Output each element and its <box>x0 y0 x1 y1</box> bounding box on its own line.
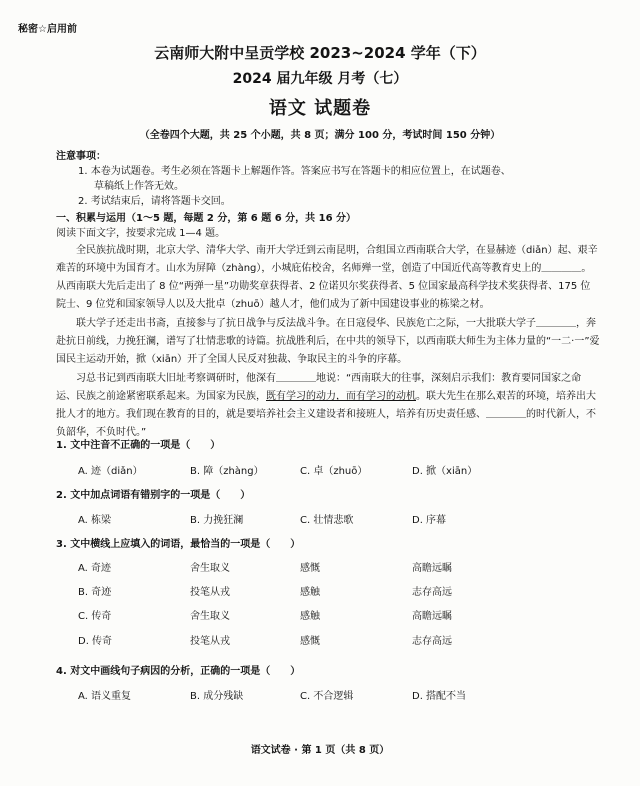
question-3-option-b: B. 奇迹 <box>78 587 112 598</box>
passage-paragraph-1: 全民族抗战时期，北京大学、清华大学、南开大学迁到云南昆明，合组国立西南联合大学，在显赫迹（diǎn）起、艰辛难苦的环境中为国育才。山水为屏障（zhàng），小城庇佑校舍，名师殚一堂，创造了中国近代高等教育史上的＿＿＿＿。从西南联大先后走出了 8 位“两弹一星”功勋奖章获得者、2 位诺贝尔奖获得者、5 位国家最高科学技术奖获得者、175 位院士、9 位党和国家领导人以及大批卓（zhuō）越人才，他们成为了新中国建设事业的栋梁之材。 <box>56 245 598 310</box>
exam-title: 2024 届九年级 月考（七） <box>232 71 408 87</box>
section1-heading: 一、积累与运用（1～5 题，每题 2 分，第 6 题 6 分，共 16 分） <box>56 213 357 224</box>
question-4-option-a: A. 语义重复 <box>78 691 132 702</box>
question-2-option-a: A. 栋梁 <box>78 515 112 526</box>
question-3-option-a-word2: 舍生取义 <box>190 563 230 574</box>
section1-instruction: 阅读下面文字，按要求完成 1—4 题。 <box>56 228 226 239</box>
question-4-stem: 4. 对文中画线句子病因的分析，正确的一项是（ ） <box>56 666 301 677</box>
question-1-option-a: A. 迹（diǎn） <box>78 466 143 477</box>
notes-item-1: 1. 本卷为试题卷。考生必须在答题卡上解题作答。答案应书写在答题卡的相应位置上，在试题卷、 <box>78 166 511 177</box>
question-3-option-a-word3: 感慨 <box>300 563 320 574</box>
question-2-option-d: D. 序幕 <box>412 515 447 526</box>
paper-title: 语文 试题卷 <box>268 98 372 119</box>
para3-quote: “西南联大的往事，深刻启示我们：教育要同国家之命运、民族之前途紧密联系起来。为国家为民族， <box>56 373 582 402</box>
question-3-option-c: C. 传奇 <box>78 611 112 622</box>
school-title: 云南师大附中呈贡学校 2023~2024 学年（下） <box>154 44 486 62</box>
question-3-option-b-word4: 志存高远 <box>412 587 452 598</box>
question-2-stem: 2. 文中加点词语有错别字的一项是（ ） <box>56 490 251 501</box>
question-3-option-c-word4: 高瞻远瞩 <box>412 611 452 622</box>
question-1-option-d: D. 掀（xiān） <box>412 466 478 477</box>
question-1-option-b: B. 障（zhàng） <box>190 466 264 477</box>
exam-info: （全卷四个大题，共 25 个小题，共 8 页；满分 100 分，考试时间 150 分钟） <box>139 130 501 141</box>
question-3-option-d-word4: 志存高远 <box>412 636 452 647</box>
question-3-option-c-word2: 舍生取义 <box>190 611 230 622</box>
question-4-option-b: B. 成分残缺 <box>190 691 244 702</box>
question-3-option-b-word3: 感触 <box>300 587 320 598</box>
question-3-option-d-word2: 投笔从戎 <box>190 636 230 647</box>
question-1-option-c: C. 卓（zhuō） <box>300 466 368 477</box>
question-3-stem: 3. 文中横线上应填入的词语，最恰当的一项是（ ） <box>56 539 301 550</box>
para3-post: 。联大先生在那么艰苦的环境，培养出大批人才的地方。我们现在教育的目的，就是要培养社会主义建设者和接班人，培养有历史责任感、＿＿＿＿的时代新人，不负韶华，不负时代。” <box>56 391 596 438</box>
question-2-option-b: B. 力挽狂澜 <box>190 515 244 526</box>
secret-label: 秘密☆启用前 <box>18 24 77 35</box>
question-3-option-c-word3: 感触 <box>300 611 320 622</box>
notes-heading: 注意事项： <box>56 151 106 162</box>
notes-item-2: 2. 考试结束后，请将答题卡交回。 <box>78 196 231 207</box>
underlined-sentence: 既有学习的动力，而有学习的动机 <box>266 391 416 402</box>
question-3-option-a: A. 奇迹 <box>78 563 112 574</box>
question-3-option-b-word2: 投笔从戎 <box>190 587 230 598</box>
notes-item-1-cont: 草稿纸上作答无效。 <box>94 181 184 192</box>
question-1-stem: 1. 文中注音不正确的一项是（ ） <box>56 440 221 451</box>
page-footer: 语文试卷 · 第 1 页（共 8 页） <box>250 745 390 756</box>
passage-paragraph-3 <box>56 370 600 442</box>
question-3-option-d-word3: 感慨 <box>300 636 320 647</box>
question-3-option-d: D. 传奇 <box>78 636 113 647</box>
para3-pre: 习总书记到西南联大旧址考察调研时，他深有＿＿＿＿地说： <box>76 373 346 384</box>
question-4-option-c: C. 不合逻辑 <box>300 691 354 702</box>
passage-paragraph-2: 联大学子还走出书斋，直接参与了抗日战争与反法战斗争。在日寇侵华、民族危亡之际，一大批联大学子＿＿＿＿，奔赴抗日前线，力挽狂澜，谱写了壮情悲歌的诗篇。抗战胜利后，在中共的领导下，以西南联大师生为主体力量的“一二·一”爱国民主运动开始，掀（xiān）开了全国人民反对独裁、争取民主的斗争的序幕。 <box>56 318 600 365</box>
question-4-option-d: D. 搭配不当 <box>412 691 467 702</box>
question-2-option-c: C. 壮情悲歌 <box>300 515 354 526</box>
question-3-option-a-word4: 高瞻远瞩 <box>412 563 452 574</box>
